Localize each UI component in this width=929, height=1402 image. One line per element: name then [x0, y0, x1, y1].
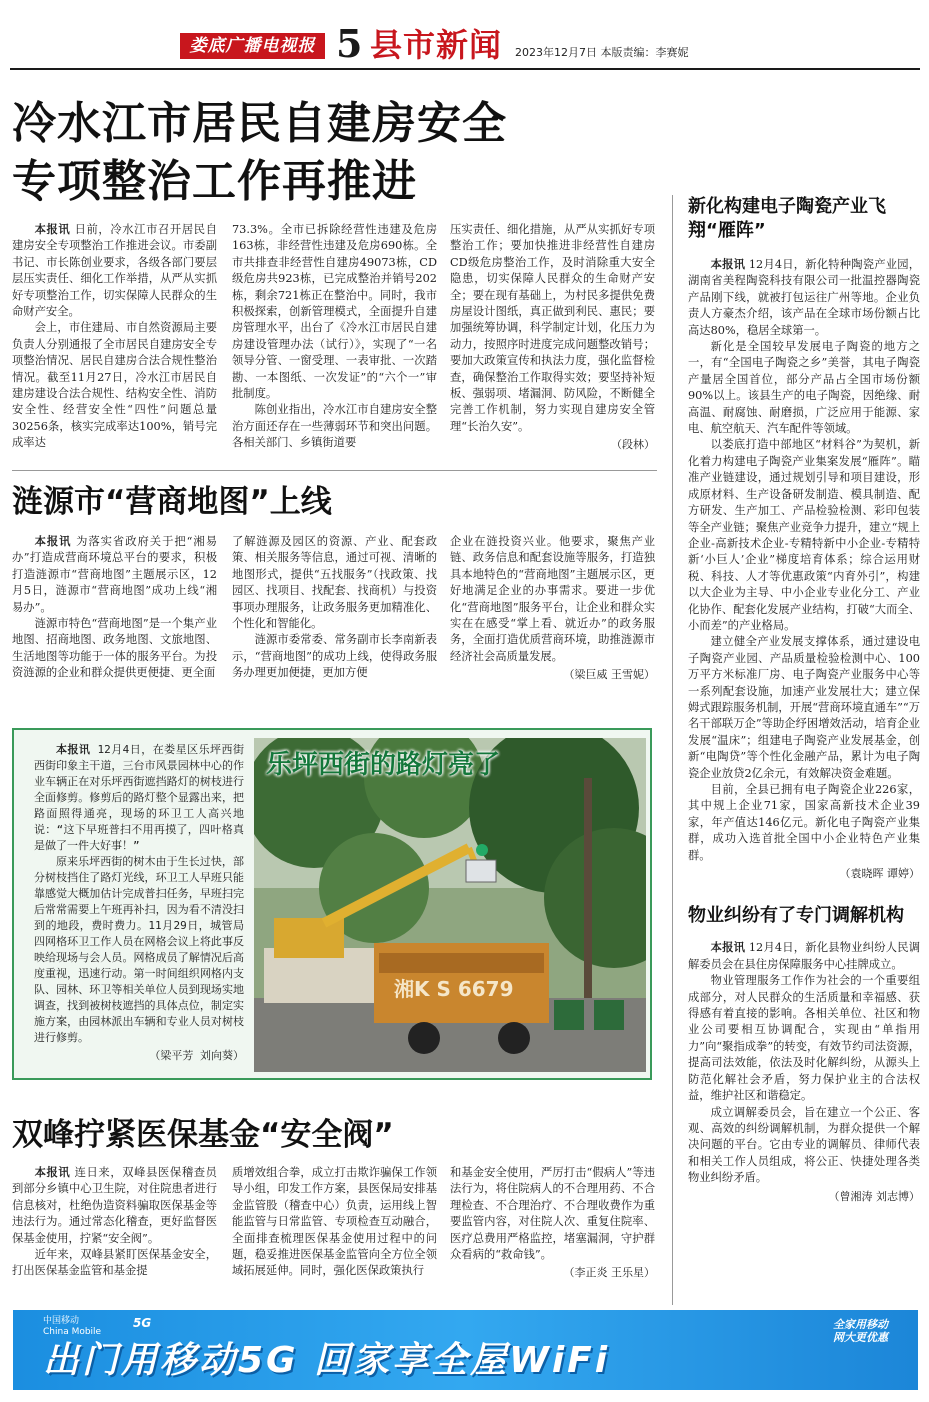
body-text: 12月4日，新化特种陶瓷产业园，湖南省美程陶瓷科技有限公司一批温控器陶瓷产品刚下线，就被打包运往广州等地。企业负责人方豪杰介绍，该产品在全球市场份额占比高达80%，稳居全球第一。: [688, 258, 920, 337]
lianyuan-col1: [12, 534, 217, 682]
headline-lianyuan: 涟源市“营商地图”上线: [12, 484, 332, 520]
body-text: 连日来，双峰县医保稽查员到部分乡镇中心卫生院，对住院患者进行信息核对，杜绝伪造资料骗取医保基金等违法行为。通过常态化稽查，更好监督医保基金使用，拧紧“安全阀”。: [12, 1166, 217, 1245]
column-divider: [672, 195, 673, 1305]
byline: （段林）: [611, 438, 655, 452]
body-text: 建立健全产业发展支撑体系，通过建设电子陶瓷产业园、产品质量检验检测中心、100万平方米标准厂房、电子陶瓷产业服务中心等一系列配套设施，加速产业发展壮大；建立保姆式跟踪服务机制，开展“营商环境直通车”“万名干部联万企”等助企纾困增效活动，培育企业发展“温床”；组建电子陶瓷产业发展基金，创新“电陶贷”等个性化金融产品，累计为电子陶瓷企业放贷2亿余元，有效解决资金难题。: [688, 635, 920, 780]
body-text: 企业在涟投资兴业。他要求，聚焦产业链、政务信息和配套设施等服务，打造独具本地特色的“营商地图”主题展示区，更好地满足企业的办事需求。要进一步优化“营商地图”服务平台，让企业和群众实实在在感受“掌上看、就近办”的政务服务，全面打造优质营商环境，助推涟源市经济社会高质量发展。: [450, 535, 655, 663]
ad-top-line-1: 全家用移动: [833, 1318, 888, 1331]
mediation-body: [688, 940, 920, 1205]
body-text: 了解涟源及园区的资源、产业、配套政策、相关服务等信息，通过可视、清晰的地图形式，提供“五找服务”（找政策、找园区、找项目、找配套、找商机）与投资事项办理服务，让政务服务更加精准化、个性化和智能化。: [232, 535, 437, 631]
lead-label: 本报讯: [34, 223, 71, 236]
body-text: 陈创业指出，冷水江市自建房安全整治方面还存在一些薄弱环节和突出问题。各相关部门、乡镇街道要: [232, 403, 437, 450]
headline-line-1: 冷水江市居民自建房安全: [12, 98, 507, 149]
byline: （李正炎 王乐星）: [563, 1266, 655, 1280]
body-text: 73.3%。全市已拆除经营性违建及危房163栋，非经营性违建及危房690栋。全市共排查非经营性自建房49073栋，CD级危房共923栋，已完成整治并销号202栋，剩余721栋正在整治中。同时，我市积极探索，创新管理模式，全面提升自建房管理水平，出台了《冷水江市居民自建房建设管理办法（试行）》，实现了“一名领导分管、一窗受理、一表审批、一次踏勘、一本图纸、一次发证”的“六个一”审批制度。: [232, 223, 437, 401]
ad-brand: [43, 1316, 101, 1338]
mediation-title: 物业纠纷有了专门调解机构: [688, 905, 904, 927]
lead-label: 本报讯: [710, 258, 746, 271]
byline: （袁晓晖 谭婷）: [839, 867, 920, 881]
lengshuijiang-col3: [450, 222, 655, 454]
china-mobile-ad-banner[interactable]: [13, 1310, 918, 1390]
shuangfeng-col1: [12, 1165, 217, 1280]
body-text: 涟源市委常委、常务副市长李南新表示，“营商地图”的成功上线，使得政务服务办理更加便捷，更加方便: [232, 633, 437, 680]
body-text: 会上，市住建局、市自然资源局主要负责人分别通报了全市居民自建房安全专项整治情况、居民自建房合法合规性整治情况。截至11月27日，冷水江市居民自建房建设合法合规性、结构安全性、消防安全性、经营安全性“四性”问题总量30256条，核实完成率达100%，销号完成率达: [12, 321, 217, 450]
body-text: 目前，全县已拥有电子陶瓷企业226家，其中规上企业71家，国家高新技术企业39家，年产值达146亿元。新化电子陶瓷产业集群，成功入选首批全国中小企业特色产业集群。: [688, 783, 920, 862]
body-text: 成立调解委员会，旨在建立一个公正、客观、高效的纠纷调解机制，为群众提供一个解决问题的平台。它由专业的调解员、律师代表和相关工作人员组成，将公正、快捷处理各类物业纠纷矛盾。: [688, 1105, 920, 1185]
lead-label: 本报讯: [34, 1166, 71, 1179]
lead-label: 本报讯: [56, 743, 91, 756]
body-text: 日前，冷水江市召开居民自建房安全专项整治工作推进会议。市委副书记、市长陈创业要求，各级各部门要层层压实责任、细化工作举措，从严从实抓好专项整治工作，切实保障人民群众的生命财产安全。: [12, 223, 217, 319]
streetlight-photo: [254, 738, 646, 1072]
brand-cn: 中国移动: [43, 1316, 80, 1326]
body-text: 涟源市特色“营商地图”是一个集产业地图、招商地图、政务地图、文旅地图、生活地图等功能于一体的服务平台。为投资涟源的企业和群众提供更便捷、更全面: [12, 617, 217, 680]
ceramics-title: 新化构建电子陶瓷产业飞翔“雁阵”: [688, 196, 886, 241]
body-text: 和基金安全使用，严厉打击“假病人”等违法行为，将住院病人的不合理用药、不合理检查、不合理治疗、不合理收费作为重要监管内容，对住院人次、重复住院率、医疗总费用严格监控，堵塞漏洞，守护群众看病的“救命钱”。: [450, 1166, 655, 1262]
lead-label: 本报讯: [34, 535, 72, 548]
lengshuijiang-col1: [12, 222, 217, 452]
headline-shuangfeng: 双峰拧紧医保基金“安全阀”: [12, 1117, 394, 1153]
body-text: 12月4日，新化县物业纠纷人民调解委员会在县住房保障服务中心挂牌成立。: [688, 941, 920, 971]
newspaper-logo: 娄底广播电视报: [180, 33, 325, 59]
right-column: [688, 195, 920, 1205]
body-text: 近年来，双峰县紧盯医保基金安全，打出医保基金监管和基金提: [12, 1248, 217, 1278]
ad-main-slogan: 出门用移动5G 回家享全屋WiFi: [43, 1340, 611, 1381]
byline: （梁巨威 王雪妮）: [563, 668, 655, 682]
truck-plate: 湘K S 6679: [394, 977, 514, 1001]
body-text: 原来乐坪西街的树木由于生长过快，部分树枝挡住了路灯光线，环卫工人早班只能靠感觉大概加估计完成普扫任务，早班扫完后常常需要上午班再补扫，因为看不清没扫到的地段，费时费力。11月29日，城管局四网格环卫工作人员在网格会议上将此事反映给现场与会人员。网格成员了解情况后高度重视，迅速行动。第一时间组织网格内支队、园林、环卫等相关单位人员到现场实地调查，找到被树枝遮挡的具体点位，制定实施方案，由园林派出车辆和专业人员对树枝进行修剪。: [34, 855, 244, 1044]
masthead: [0, 0, 929, 74]
body-text: 新化是全国较早发展电子陶瓷的地方之一，有“全国电子陶瓷之乡”美誉，其电子陶瓷产量居全国首位，部分产品占全国市场份额90%以上。该县生产的电子陶瓷，因绝缘、耐高温、耐腐蚀、耐磨损，广泛应用于能源、家电、航空航天、汽车配件等领域。: [688, 340, 920, 436]
streetlight-title: 乐坪西街的路灯亮了: [266, 750, 501, 780]
body-text: 为落实省政府关于把“湘易办”打造成营商环境总平台的要求，积极打造涟源市“营商地图”主题展示区，12月5日，涟源市“营商地图”成功上线“湘易办”。: [12, 535, 218, 614]
tree-trimming-photo: [254, 738, 646, 1072]
masthead-rule: [10, 68, 920, 70]
ceramics-body: [688, 257, 920, 882]
body-text: 压实责任、细化措施，从严从实抓好专项整治工作；要加快推进非经营性自建房CD级危房整治工作，及时消除重大安全隐患，切实保障人民群众的生命财产安全；要在现有基础上，为村民多提供免费房屋设计图纸，真正做到利民、惠民；要加强统筹协调，科学制定计划，化压力为动力，按照序时进度完成问题整改销号；要加大政策宣传和执法力度，强化监督检查，确保整治工作取得实效；要坚持补短板、强弱项、堵漏洞、防风险，不断健全完善工作机制，努力实现自建房安全管理“长治久安”。: [450, 223, 655, 433]
shuangfeng-col2: [232, 1165, 437, 1280]
divider: [12, 470, 657, 471]
section-name: 县市新闻: [370, 26, 503, 64]
lianyuan-col2: [232, 534, 437, 682]
headline-line-2: 专项整治工作再推进: [12, 156, 417, 207]
body-text: 物业管理服务工作作为社会的一个重要组成部分，对人民群众的生活质量和幸福感、获得感有着直接的影响。各相关单位、社区和物业公司要相互协调配合，实现由“单指用力”向“聚指成拳”的转变，有效节约司法资源，提高司法效能，依法及时化解纠纷，从源头上防范化解社会矛盾，努力保护业主的合法权益，维护社区和谐稳定。: [688, 974, 920, 1103]
headline-lengshuijiang: [12, 95, 507, 211]
page-number: 5: [336, 21, 363, 66]
ad-top-slogan: [833, 1318, 888, 1344]
body-text: 以娄底打造中部地区“材料谷”为契机，新化着力构建电子陶瓷产业集案发展“雁阵”。瞄准产业链建设，通过规划引导和项目建设，形成原材料、生产设备研发制造、模具制造、配方研发、生产加工、产品检验检测、彩印包装等全产业链；聚焦产业竞争力提升，建立“规上企业-高新技术企业-专精特新中小企业-专精特新‘小巨人’企业”梯度培育体系；综合运用财税、科技、人才等优惠政策“内育外引”，构建以大企业为主导、中小企业专业化分工、产业化协作、配套化发展产业结构，打破“大而全、小而差”的产业格局。: [688, 438, 920, 632]
body-text: 12月4日，在娄星区乐坪西街西街印象主干道，三台市风景园林中心的作业车辆正在对乐坪西街遮挡路灯的树枝进行全面修剪。修剪后的路灯整个显露出来，把路面照得通亮，现场的环卫工人高兴地说：“这下早班普扫不用再摸了，四叶格真是做了一件大好事！”: [34, 743, 244, 852]
lengshuijiang-col2: [232, 222, 437, 452]
body-text: 质增效组合拳，成立打击欺诈骗保工作领导小组，印发工作方案，县医保局安排基金监管股（稽查中心）负责，运用线上智能监管与日常监管、专项检查互动融合，全面排查梳理医保基金使用过程中的问题，稳妥推进医保基金监管向全方位全领域拓展延伸。同时，强化医保政策执行: [232, 1166, 437, 1278]
byline: （梁平芳 刘向葵）: [149, 1049, 244, 1062]
byline: （曾湘涛 刘志博）: [828, 1189, 920, 1203]
shuangfeng-col3: [450, 1165, 655, 1282]
ad-5g-tag: 5G: [133, 1316, 152, 1330]
ad-top-line-2: 网大更优惠: [833, 1331, 888, 1344]
date-editor-line: 2023年12月7日 本版责编：李赛妮: [515, 46, 689, 59]
brand-en: China Mobile: [43, 1327, 102, 1337]
lianyuan-col3: [450, 534, 655, 684]
streetlight-text: [34, 742, 244, 1064]
lead-label: 本报讯: [710, 941, 746, 955]
